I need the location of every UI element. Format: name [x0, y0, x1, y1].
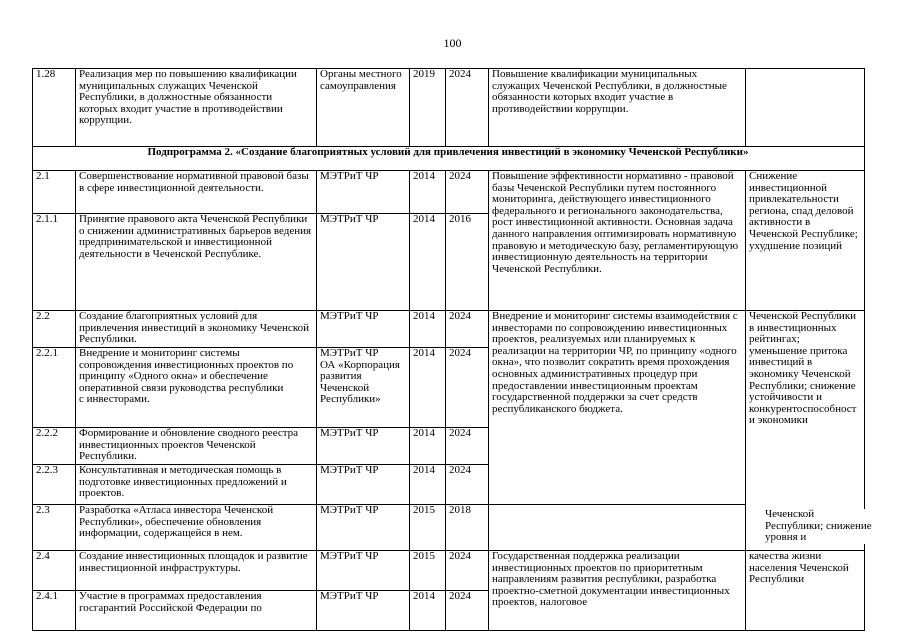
start-year: 2014 — [410, 465, 446, 505]
end-year: 2024 — [446, 551, 489, 591]
executor: МЭТРиТ ЧР — [317, 465, 410, 505]
end-year: 2024 — [446, 171, 489, 214]
row-number: 1.28 — [33, 69, 76, 147]
executor: МЭТРиТ ЧР — [317, 505, 410, 551]
measures-table — [32, 68, 865, 631]
measure-name: Создание инвестиционных площадок и развитие инвестиционной инфраструктуры. — [76, 551, 317, 591]
row-number: 2.4 — [33, 551, 76, 591]
row-number: 2.2.1 — [33, 348, 76, 428]
end-year: 2024 — [446, 428, 489, 465]
start-year: 2014 — [410, 311, 446, 348]
table-row — [33, 551, 865, 591]
start-year: 2014 — [410, 348, 446, 428]
measure-name: Совершенствование нормативной правовой базы в сфере инвестиционной деятельности. — [76, 171, 317, 214]
page-number: 100 — [443, 36, 462, 50]
expected-result: Повышение квалификации муниципальных служащих Чеченской Республики, в должностные обязанности которых входит участие в противодействии коррупции. — [489, 69, 746, 147]
end-year: 2024 — [446, 69, 489, 147]
consequence — [746, 69, 865, 147]
row-number: 2.2 — [33, 311, 76, 348]
end-year: 2024 — [446, 311, 489, 348]
start-year: 2014 — [410, 428, 446, 465]
measure-name: Внедрение и мониторинг системы сопровождения инвестиционных проектов по принципу «Одного окна» и обеспечение оперативной связи руководства республики с инвесторами. — [76, 348, 317, 428]
consequence: Чеченской Республики в инвестиционных рейтингах; уменьшение притока инвестиций в экономику Чеченской Республики; снижение устойчивости и конкурентоспособности экономики — [746, 311, 865, 551]
subprogram-title: Подпрограмма 2. «Создание благоприятных условий для привлечения инвестиций в экономику Чеченской Республики» — [33, 147, 865, 171]
row-number: 2.1 — [33, 171, 76, 214]
row-number: 2.2.3 — [33, 465, 76, 505]
table-row — [33, 311, 865, 348]
table-row — [33, 69, 865, 147]
measure-name: Реализация мер по повышению квалификации муниципальных служащих Чеченской Республики, в должностные обязанности которых входит участие в противодействии коррупции. — [76, 69, 317, 147]
subprogram-row — [33, 147, 865, 171]
table-row — [33, 171, 865, 214]
executor: МЭТРиТ ЧР — [317, 311, 410, 348]
measure-name: Создание благоприятных условий для привлечения инвестиций в экономику Чеченской Республики. — [76, 311, 317, 348]
row-number: 2.3 — [33, 505, 76, 551]
table-row — [33, 505, 865, 551]
expected-result: Государственная поддержка реализации инвестиционных проектов по приоритетным направлениям развития республики, разработка проектно-сметной документации инвестиционных проектов, налоговое — [489, 551, 746, 631]
executor: МЭТРиТ ЧР — [317, 551, 410, 591]
end-year: 2018 — [446, 505, 489, 551]
measure-name: Консультативная и методическая помощь в подготовке инвестиционных предложений и проектов. — [76, 465, 317, 505]
executor: МЭТРиТ ЧР — [317, 591, 410, 631]
start-year: 2015 — [410, 551, 446, 591]
consequence: качества жизни населения Чеченской Республики — [746, 551, 865, 631]
measure-name: Разработка «Атласа инвестора Чеченской Республики», обеспечение обновления информации, содержащейся в нем. — [76, 505, 317, 551]
measure-name: Участие в программах предоставления госгарантий Российской Федерации по — [76, 591, 317, 631]
expected-result: Повышение эффективности нормативно - правовой базы Чеченской Республики путем постоянного мониторинга, действующего инвестиционного федерального и регионального законодательства, рост инвестиционной активности. Основная задача данного направления оптимизировать нормативную правовую и методическую базу, регламентирующую инвестиционную деятельность на территории Чеченской Республики. — [489, 171, 746, 311]
executor: МЭТРиТ ЧР ОА «Корпорация развития Чеченской Республики» — [317, 348, 410, 428]
measure-name: Формирование и обновление сводного реестра инвестиционных проектов Чеченской Республики. — [76, 428, 317, 465]
end-year: 2024 — [446, 348, 489, 428]
executor: Органы местного самоуправления — [317, 69, 410, 147]
start-year: 2014 — [410, 214, 446, 311]
row-number: 2.2.2 — [33, 428, 76, 465]
start-year: 2014 — [410, 171, 446, 214]
row-number: 2.4.1 — [33, 591, 76, 631]
end-year: 2024 — [446, 591, 489, 631]
consequence: Снижение инвестиционной привлекательности региона, спад деловой активности в Чеченской Республике; ухудшение позиций — [746, 171, 865, 311]
start-year: 2019 — [410, 69, 446, 147]
executor: МЭТРиТ ЧР — [317, 171, 410, 214]
end-year: 2016 — [446, 214, 489, 311]
row-number: 2.1.1 — [33, 214, 76, 311]
start-year: 2014 — [410, 591, 446, 631]
expected-result — [489, 505, 746, 551]
measure-name: Принятие правового акта Чеченской Республики о снижении административных барьеров ведения предпринимательской и инвестиционной деятельности в Чеченской Республике. — [76, 214, 317, 311]
executor: МЭТРиТ ЧР — [317, 428, 410, 465]
consequence-continuation: Чеченской Республики; снижение уровня и — [765, 509, 875, 544]
start-year: 2015 — [410, 505, 446, 551]
expected-result: Внедрение и мониторинг системы взаимодействия с инвесторами по сопровождению инвестиционных проектов, реализуемых или планируемых к реализации на территории ЧР, по принципу «одного окна», что позволит сократить время прохождения основных административных процедур при предоставлении инвестиционным проектам государственной поддержки за счет средств республиканского бюджета. — [489, 311, 746, 505]
executor: МЭТРиТ ЧР — [317, 214, 410, 311]
end-year: 2024 — [446, 465, 489, 505]
